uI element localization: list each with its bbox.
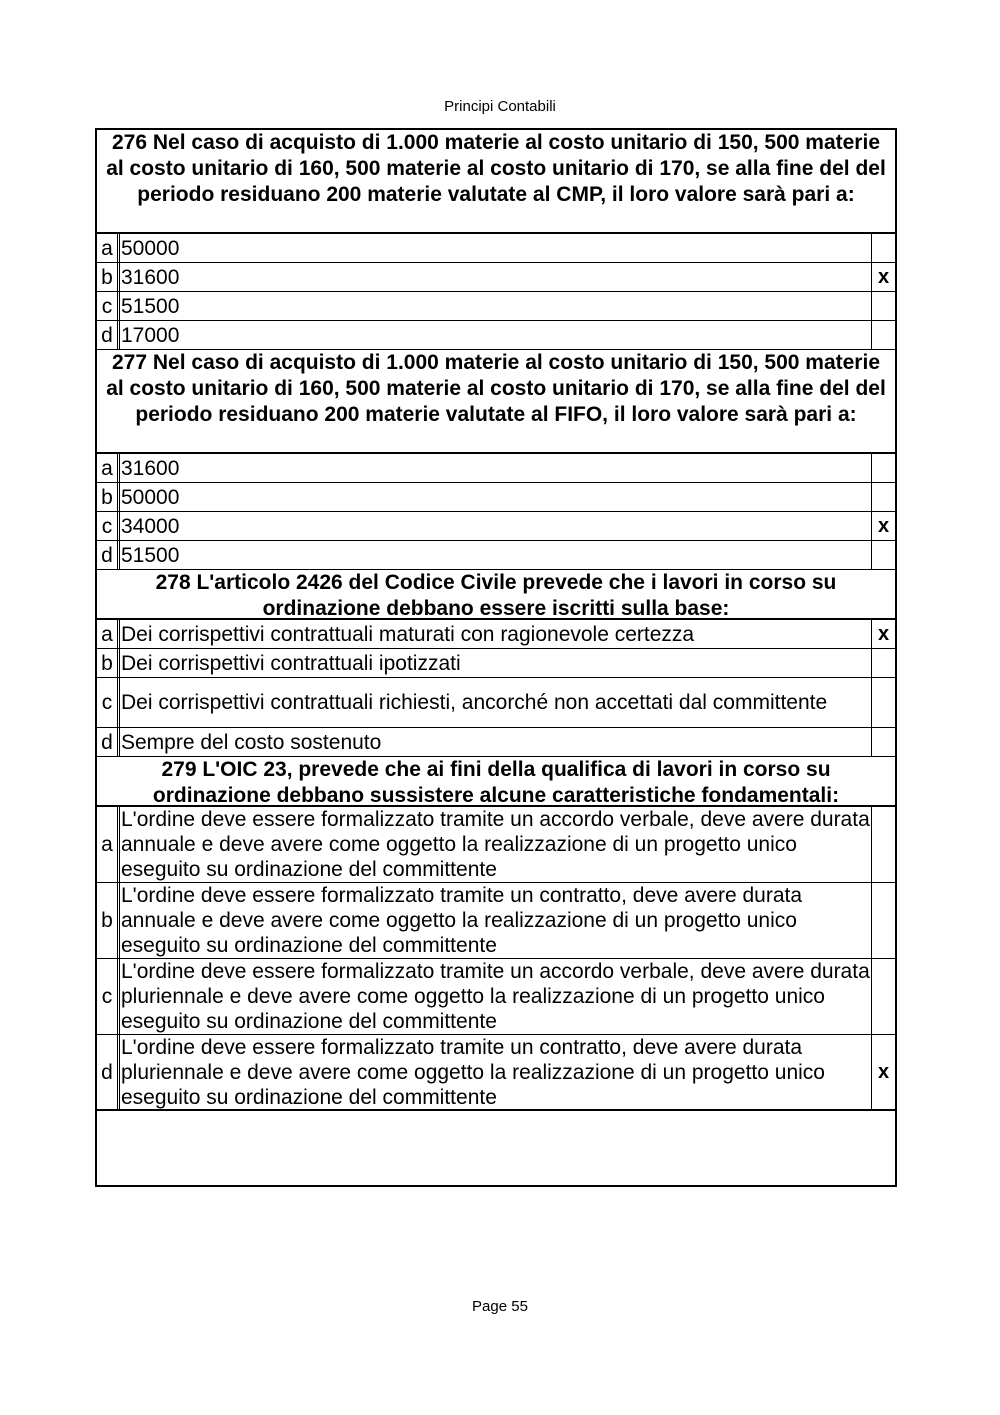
answer-mark [871,728,895,756]
question-276-title: 276 Nel caso di acquisto di 1.000 materie al costo unitario di 150, 500 materie al costo unitario di 160, 500 materie al costo unitario di 170, se alla fine del del periodo residuano 200 materie valutate al CMP, il loro valore sarà pari a: [97,130,895,234]
option-text: 34000 [121,514,180,538]
question-278-option-d [97,728,895,757]
option-letter: c [97,292,120,320]
option-text: Sempre del costo sostenuto [121,730,382,754]
option-text: Dei corrispettivi contrattuali ipotizzati [121,651,461,675]
option-letter: a [97,234,120,262]
question-277-option-a [97,454,895,483]
question-278-title: 278 L'articolo 2426 del Codice Civile prevede che i lavori in corso su ordinazione debbano essere iscritti sulla base: [97,570,895,620]
answer-mark [871,454,895,482]
question-277-option-c [97,512,895,541]
option-letter: b [97,483,120,511]
question-279-option-d [97,1035,895,1111]
answer-mark [871,321,895,349]
answer-mark: x [871,620,895,648]
option-text: Dei corrispettivi contrattuali richiesti, ancorché non accettati dal committente [121,691,828,714]
answer-mark [871,649,895,677]
quiz-table [95,128,897,1187]
option-text: 50000 [121,236,180,260]
question-276-option-d [97,321,895,350]
answer-mark: x [871,512,895,540]
option-text: 51500 [121,543,180,567]
answer-mark [871,541,895,569]
option-letter: a [97,807,120,882]
option-letter: d [97,1035,120,1109]
option-text: L'ordine deve essere formalizzato tramite un contratto, deve avere durata pluriennale e deve avere come oggetto la realizzazione di un progetto unico eseguito su ordinazione del committente [121,1035,825,1109]
question-277-option-b [97,483,895,512]
option-letter: b [97,649,120,677]
question-276-option-c [97,292,895,321]
option-letter: b [97,263,120,291]
option-letter: d [97,728,120,756]
answer-mark: x [871,263,895,291]
question-276-option-b [97,263,895,292]
answer-mark [871,292,895,320]
answer-mark [871,959,895,1034]
page-header: Principi Contabili [444,98,556,115]
question-278-option-c [97,678,895,728]
option-letter: c [97,959,120,1034]
question-278-option-a [97,620,895,649]
option-letter: b [97,883,120,958]
answer-mark [871,678,895,727]
answer-mark [871,883,895,958]
option-text: 17000 [121,323,180,347]
option-text: 31600 [121,265,180,289]
option-letter: c [97,512,120,540]
answer-mark [871,807,895,882]
question-276-option-a [97,234,895,263]
option-letter: d [97,541,120,569]
question-278-option-b [97,649,895,678]
answer-mark [871,234,895,262]
option-text: 50000 [121,485,180,509]
option-text: Dei corrispettivi contrattuali maturati con ragionevole certezza [121,622,695,646]
question-279-option-b [97,883,895,959]
option-text: L'ordine deve essere formalizzato tramite un accordo verbale, deve avere durata annuale e deve avere come oggetto la realizzazione di un progetto unico eseguito su ordinazione del committente [121,808,870,881]
question-277-title: 277 Nel caso di acquisto di 1.000 materie al costo unitario di 150, 500 materie al costo unitario di 160, 500 materie al costo unitario di 170, se alla fine del del periodo residuano 200 materie valutate al FIFO, il loro valore sarà pari a: [97,350,895,454]
option-letter: c [97,678,120,727]
question-279-option-c [97,959,895,1035]
question-277-option-d [97,541,895,570]
page-number: Page 55 [472,1298,528,1315]
question-279-option-a [97,807,895,883]
answer-mark: x [871,1035,895,1109]
answer-mark [871,483,895,511]
question-279-title: 279 L'OIC 23, prevede che ai fini della qualifica di lavori in corso su ordinazione debbano sussistere alcune caratteristiche fondamentali: [97,757,895,807]
option-letter: a [97,454,120,482]
option-text: 51500 [121,294,180,318]
option-letter: d [97,321,120,349]
option-text: 31600 [121,456,180,480]
option-text: L'ordine deve essere formalizzato tramite un accordo verbale, deve avere durata pluriennale e deve avere come oggetto la realizzazione di un progetto unico eseguito su ordinazione del committente [121,960,870,1033]
option-text: L'ordine deve essere formalizzato tramite un contratto, deve avere durata annuale e deve avere come oggetto la realizzazione di un progetto unico eseguito su ordinazione del committente [121,884,803,957]
option-letter: a [97,620,120,648]
